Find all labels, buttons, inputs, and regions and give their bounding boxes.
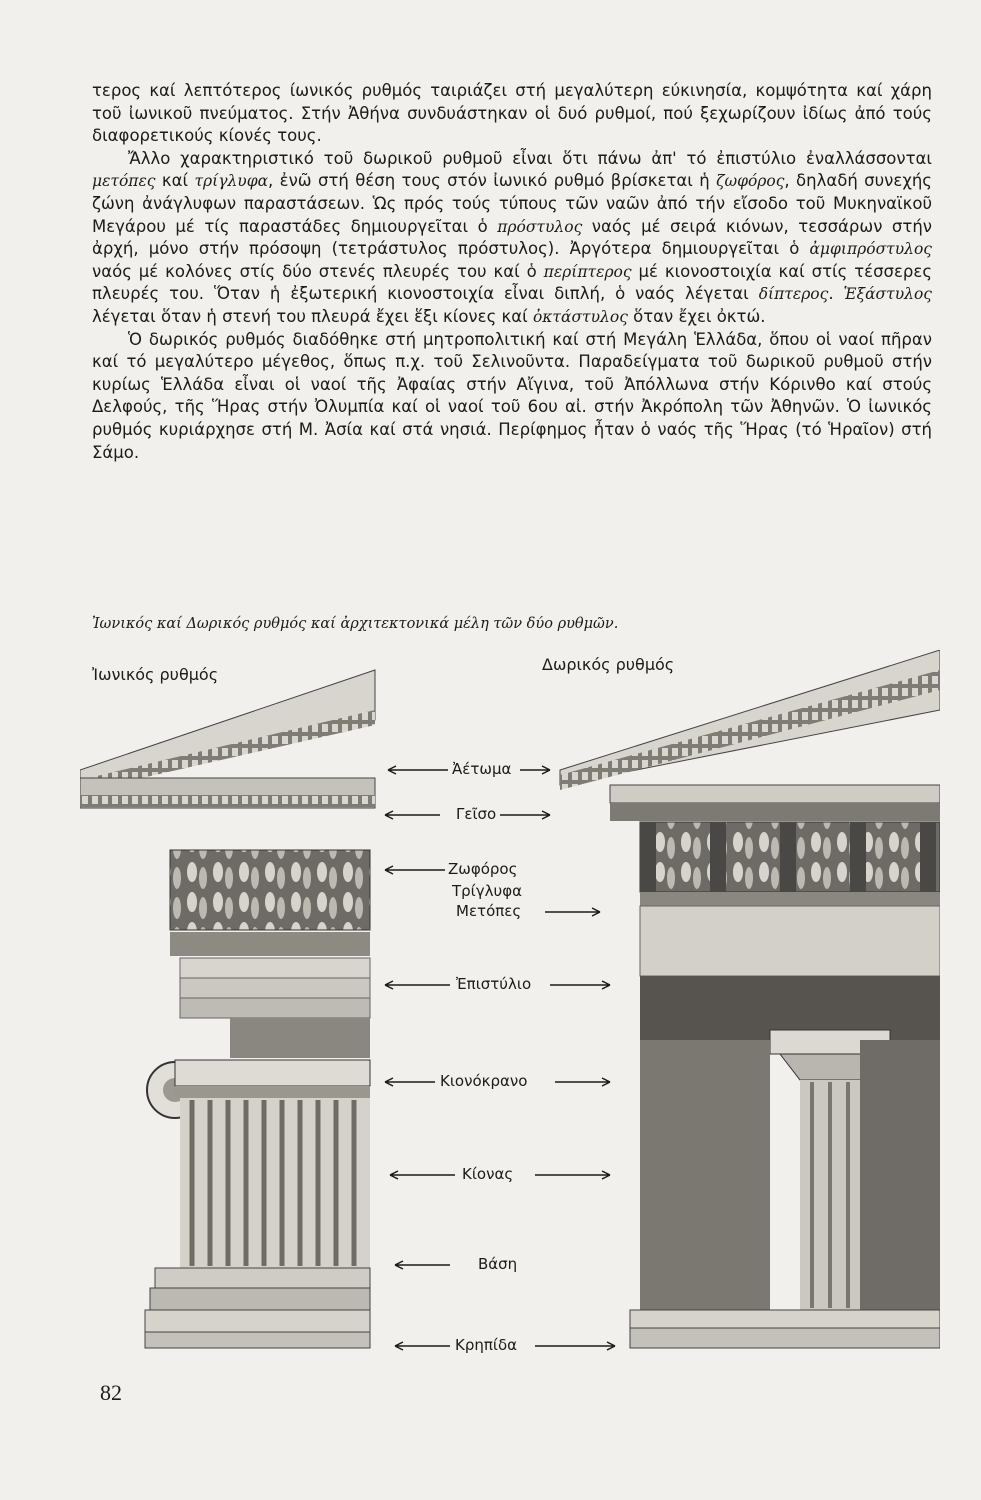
ionic-architrave-1 xyxy=(180,958,370,978)
doric-stylobate xyxy=(630,1310,940,1328)
italic-term: πρόστυλος xyxy=(497,217,583,236)
ionic-frieze-moulding xyxy=(170,932,370,956)
text-run: . xyxy=(828,284,844,304)
ionic-capital xyxy=(175,1060,370,1086)
text-run: ναός μέ κολόνες στίς δύο στενές πλευρές του καί ὁ xyxy=(92,261,544,281)
ionic-title: Ἰωνικός ρυθμός xyxy=(92,665,219,684)
text-run: , δηλαδή συνεχής ζώνη ἀνάγλυφων παραστάσεων. Ὡς πρός τούς τύπους τῶν ναῶν ἀπό τήν εἴσοδο τοῦ Μυκηναϊκοῦ Μεγάρου μέ τίς παραστάδες δημιουργεῖται ὁ xyxy=(92,171,932,236)
text-run: Ἄλλο χαρακτηριστικό τοῦ δωρικοῦ ρυθμοῦ εἶναι ὅτι πάνω ἀπ' τό ἐπιστύλιο ἐναλλάσσονται xyxy=(128,148,932,168)
page-number: 82 xyxy=(100,1380,122,1405)
architecture-figure xyxy=(80,650,940,1370)
doric-intercolumn-left xyxy=(640,1040,770,1310)
ionic-architrave-3 xyxy=(180,998,370,1018)
ionic-base-torus xyxy=(155,1268,370,1288)
italic-term: Ἑξάστυλος xyxy=(843,285,932,304)
ionic-order xyxy=(80,670,375,1348)
ionic-base-plinth xyxy=(150,1288,370,1310)
label-geiso: Γεῖσο xyxy=(456,805,497,823)
text-run: τερος καί λεπτότερος ίωνικός ρυθμός ταιριάζει στή μεγαλύτερη εύκινησία, κομψότητα καί χάρη τοῦ ἰωνικοῦ πνεύματος. Στήν Ἀθήνα συνδυάστηκαν οἱ δυό ρυθμοί, πού ξεχωρίζουν ἰδίως ἀπό τούς διαφορετικούς κίονές τους. xyxy=(92,81,932,146)
text-run: λέγεται ὅταν ἡ στενή του πλευρά ἔχει ἕξι κίονες καί xyxy=(92,306,533,326)
ionic-dentils xyxy=(80,795,375,807)
italic-term: ζωφόρος xyxy=(716,172,785,191)
ionic-krepis xyxy=(145,1332,370,1348)
doric-taenia xyxy=(640,892,940,906)
doric-title: Δωρικός ρυθμός xyxy=(542,655,675,674)
label-vasi: Βάση xyxy=(478,1255,518,1273)
label-kionas: Κίονας xyxy=(462,1165,514,1183)
ionic-stylobate xyxy=(145,1310,370,1332)
paragraph xyxy=(92,329,932,465)
label-epistylio: Ἐπιστύλιο xyxy=(456,975,532,993)
paragraph xyxy=(92,80,932,148)
italic-term: ὀκτάστυλος xyxy=(532,307,628,326)
paragraph xyxy=(92,148,932,329)
ionic-echinus xyxy=(175,1086,370,1098)
text-run: Ὁ δωρικός ρυθμός διαδόθηκε στή μητροπολιτική καί στή Μεγάλη Ἑλλάδα, ὅπου οἱ ναοί πῆραν καί τό μεγαλύτερο μέγεθος, ὅπως π.χ. τοῦ Σελινοῦντα. Παραδείγματα τοῦ δωρικοῦ ρυθμοῦ στήν κυρίως Ἑλλάδα εἶναι οἱ ναοί τῆς Ἀφαίας στήν Αἴγινα, τοῦ Ἀπόλλωνα στήν Κόρινθο καί στούς Δελφούς, τῆς Ἥρας στήν Ὀλυμπία καί οἱ ναοί τοῦ 6ου αἰ. στήν Ἀκρόπολη τῶν Ἀθηνῶν. Ὁ ἰωνικός ρυθμός κυριάρχησε στή Μ. Ἀσία καί στά νησιά. Περίφημος ἦταν ὁ ναός τῆς Ἥρας (τό Ἡραῖον) στή Σάμο. xyxy=(92,329,932,462)
italic-term: δίπτερος xyxy=(758,285,829,304)
label-aetoma: Ἀέτωμα xyxy=(452,760,512,778)
italic-term: ἀμφιπρόστυλος xyxy=(809,240,932,259)
text-run: μέ κιονοστοιχία καί στίς τέσσερες πλευρές του. Ὅταν ἡ ἐξωτερική κιονοστοιχία εἶναι διπλή, ὁ ναός λέγεται xyxy=(92,261,933,304)
label-krepida: Κρηπίδα xyxy=(455,1336,518,1354)
doric-intercolumn-right xyxy=(860,1040,940,1310)
body-text xyxy=(92,80,932,464)
doric-pediment-ornament xyxy=(560,670,940,790)
italic-term: μετόπες xyxy=(92,172,156,191)
text-run: καί xyxy=(155,171,195,191)
italic-term: τρίγλυφα xyxy=(194,172,269,191)
ionic-shadow xyxy=(230,1018,370,1058)
label-triglyfa: Τρίγλυφα xyxy=(452,882,522,900)
figure-caption: Ἰωνικός καί Δωρικός ρυθμός καί ἀρχιτεκτονικά μέλη τῶν δύο ρυθμῶν. xyxy=(92,616,619,632)
ionic-frieze xyxy=(170,850,370,930)
doric-mutules xyxy=(610,803,940,821)
label-zoforos: Ζωφόρος xyxy=(448,860,518,878)
text-run: ὅταν ἔχει ὀκτώ. xyxy=(627,306,766,326)
label-metopes: Μετόπες xyxy=(456,902,522,920)
italic-term: περίπτερος xyxy=(543,262,632,281)
doric-architrave xyxy=(640,906,940,976)
doric-krepis xyxy=(630,1328,940,1348)
doric-cornice xyxy=(610,785,940,803)
ionic-architrave-2 xyxy=(180,978,370,998)
text-run: ναός μέ σειρά κιόνων, τεσσάρων στήν ἀρχή, μόνο στήν πρόσοψη (τετράστυλος πρόστυλος). Ἀργότερα δημιουργεῖται ὁ xyxy=(92,216,932,259)
doric-order xyxy=(560,650,940,1348)
label-kionokrano: Κιονόκρανο xyxy=(440,1072,528,1090)
text-run: , ἐνῶ στή θέση τους στόν ἰωνικό ρυθμό βρίσκεται ἡ xyxy=(268,171,717,191)
